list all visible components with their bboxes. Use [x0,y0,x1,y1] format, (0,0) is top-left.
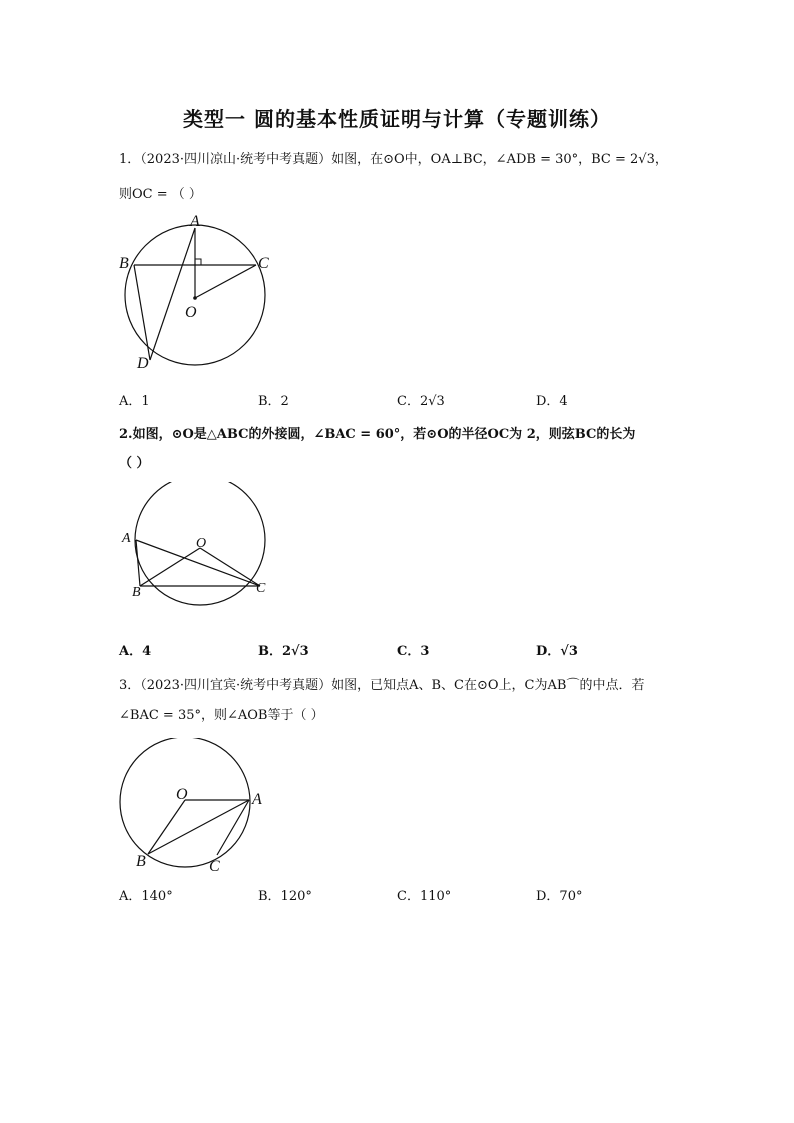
option-a[interactable]: A．4 [119,644,152,659]
right-angle-mark [195,259,201,265]
question-2-figure [118,482,278,607]
option-d[interactable]: D．√3 [536,644,578,659]
label-b: B [136,853,146,870]
center-point [193,296,197,300]
label-o: O [176,786,188,803]
option-c[interactable]: C．2√3 [397,394,445,409]
label-c: C [258,255,269,272]
question-2-text-cont: （ ） [119,456,150,471]
label-a: A [190,213,200,230]
label-o: O [185,304,197,321]
label-o: O [196,536,207,551]
label-b: B [119,255,129,272]
label-d: D [137,355,149,372]
option-a[interactable]: A．140° [119,889,173,904]
label-c: C [209,858,220,875]
option-c[interactable]: C．3 [397,644,430,659]
label-c: C [256,581,266,596]
label-a: A [252,791,262,808]
segment-ob [140,548,200,586]
question-3-figure [115,738,285,878]
segment-ad [150,228,195,360]
option-b[interactable]: B．2 [258,394,289,409]
label-a: A [122,531,131,546]
question-3-text-cont: ∠BAC = 35°，则∠AOB等于（ ） [119,708,324,723]
option-d[interactable]: D．4 [536,394,568,409]
question-1-text: 1．（2023·四川凉山·统考中考真题）如图，在⊙O中，OA⊥BC，∠ADB = 30°，BC = 2√3， [119,152,668,167]
question-3-text: 3．（2023·四川宜宾·统考中考真题）如图，已知点A、B、C在⊙O上，C为AB⌒的中点．若 [119,678,645,693]
question-2-text: 2.如图，⊙O是△ABC的外接圆，∠BAC = 60°，若⊙O的半径OC为 2，则弦BC的长为 [119,427,636,442]
segment-oc [195,265,256,298]
option-b[interactable]: B．120° [258,889,312,904]
option-d[interactable]: D．70° [536,889,583,904]
segment-bd [134,265,150,360]
question-1-figure [110,210,290,380]
option-b[interactable]: B．2√3 [258,644,309,659]
option-c[interactable]: C．110° [397,889,452,904]
option-a[interactable]: A．1 [119,394,150,409]
label-b: B [132,585,141,600]
question-1-text-cont: 则OC = （ ） [119,187,202,202]
page-title: 类型一 圆的基本性质证明与计算（专题训练） [183,107,611,131]
segment-ob [148,800,185,854]
